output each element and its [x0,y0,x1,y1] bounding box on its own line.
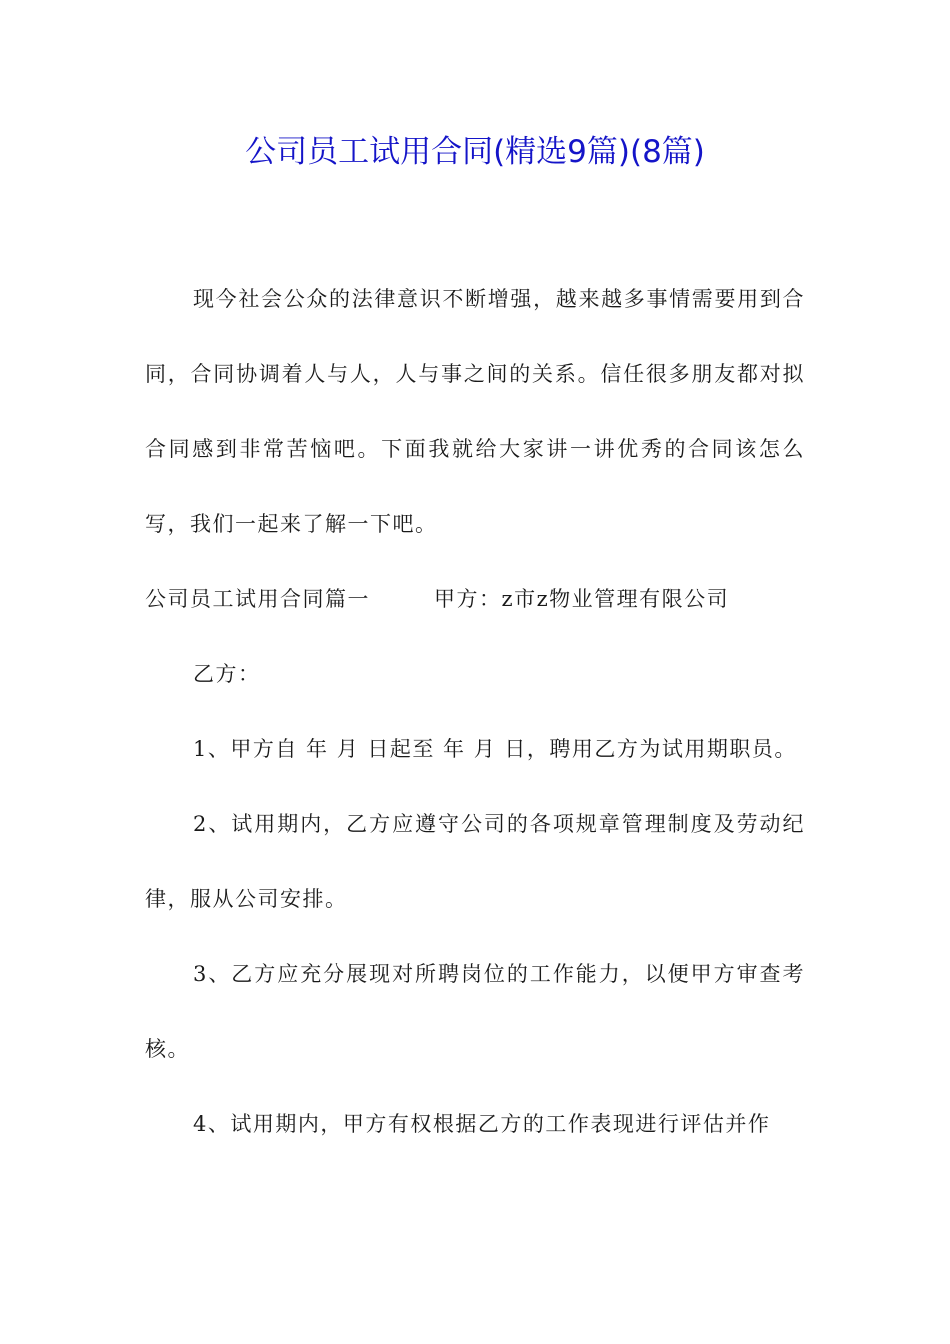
clause-1: 1、甲方自 年 月 日起至 年 月 日，聘用乙方为试用期职员。 [193,737,797,761]
document-body [145,262,805,1162]
document-title: 公司员工试用合同(精选9篇)(8篇) [245,134,705,170]
section-heading-line [145,562,805,637]
section-title: 公司员工试用合同篇一 [145,587,370,611]
clause-2: 2、试用期内，乙方应遵守公司的各项规章管理制度及劳动纪律，服从公司安排。 [145,812,805,911]
party-a: 甲方：z市z物业管理有限公司 [434,587,730,611]
clause-3: 3、乙方应充分展现对所聘岗位的工作能力，以便甲方审查考核。 [145,962,805,1061]
clause-4: 4、试用期内，甲方有权根据乙方的工作表现进行评估并作 [193,1112,771,1136]
party-b: 乙方： [193,662,261,686]
intro-paragraph: 现今社会公众的法律意识不断增强，越来越多事情需要用到合同，合同协调着人与人，人与事之间的关系。信任很多朋友都对拟合同感到非常苦恼吧。下面我就给大家讲一讲优秀的合同该怎么写，我们一起来了解一下吧。 [145,287,805,536]
